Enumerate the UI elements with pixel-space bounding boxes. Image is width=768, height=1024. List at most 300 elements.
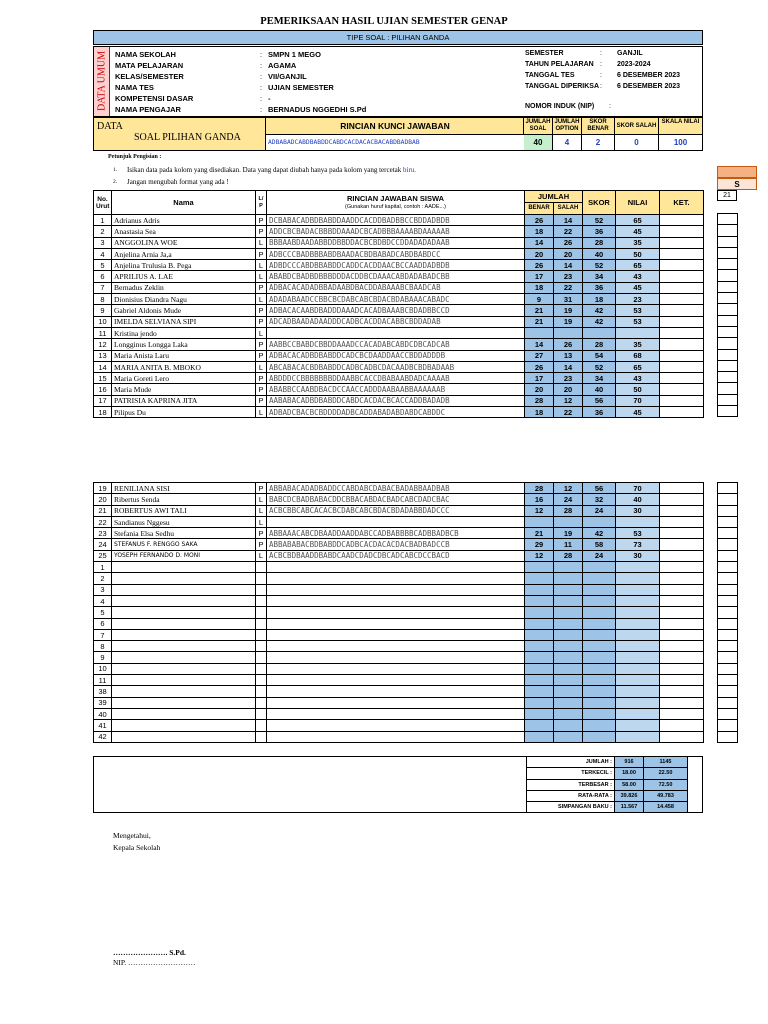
- empty-cell[interactable]: [554, 720, 583, 731]
- empty-cell[interactable]: [267, 708, 525, 719]
- empty-cell[interactable]: [267, 595, 525, 606]
- empty-cell[interactable]: [267, 607, 525, 618]
- student-name[interactable]: Bernadus Zeklin: [112, 282, 256, 293]
- info-value[interactable]: BERNADUS NGGEDHI S.Pd: [268, 105, 367, 114]
- empty-cell[interactable]: [112, 584, 256, 595]
- empty-cell[interactable]: [267, 675, 525, 686]
- student-name[interactable]: RENILIANA SISI: [112, 483, 256, 494]
- empty-cell[interactable]: [112, 629, 256, 640]
- empty-cell[interactable]: [583, 675, 616, 686]
- side-cell[interactable]: [718, 607, 738, 618]
- empty-cell[interactable]: [660, 629, 704, 640]
- empty-cell[interactable]: [616, 562, 660, 573]
- student-answers[interactable]: AABBCCBABDCBBDDAAADCCACADABCABDCDBCADCAB: [267, 339, 525, 350]
- student-gender[interactable]: L: [256, 327, 267, 338]
- student-gender[interactable]: P: [256, 395, 267, 406]
- empty-row: [94, 675, 704, 686]
- ket-cell[interactable]: [660, 373, 704, 384]
- ket-cell[interactable]: [660, 384, 704, 395]
- student-answers[interactable]: ADBACACAABDBADDDAAADCACADBAAABCBDADBBCCD: [267, 305, 525, 316]
- student-answers[interactable]: ABBAAACABCDBAADDAADDABCCADBABBBBCADBBADBCB: [267, 528, 525, 539]
- side-cell[interactable]: [718, 675, 738, 686]
- empty-cell[interactable]: [267, 697, 525, 708]
- side-cell[interactable]: [718, 236, 738, 247]
- student-name[interactable]: Stefania Elsa Sedhu: [112, 528, 256, 539]
- student-gender[interactable]: L: [256, 361, 267, 372]
- ket-cell[interactable]: [660, 407, 704, 418]
- empty-cell[interactable]: [554, 584, 583, 595]
- student-name[interactable]: Anjelina Arnia Ja,a: [112, 248, 256, 259]
- empty-cell[interactable]: [525, 562, 554, 573]
- empty-cell[interactable]: [554, 573, 583, 584]
- side-cell[interactable]: [718, 539, 738, 550]
- side-cell[interactable]: [718, 618, 738, 629]
- side-cell[interactable]: [718, 304, 738, 315]
- empty-row: [94, 629, 704, 640]
- empty-cell[interactable]: [112, 595, 256, 606]
- empty-cell[interactable]: [583, 697, 616, 708]
- empty-cell[interactable]: [583, 708, 616, 719]
- student-answers[interactable]: ACBCBBCABCACACBCDABCABCBDACBDADABBDADCCC: [267, 505, 525, 516]
- empty-cell[interactable]: [554, 697, 583, 708]
- empty-cell[interactable]: [256, 595, 267, 606]
- side-cell[interactable]: [718, 550, 738, 561]
- info-value[interactable]: AGAMA: [268, 61, 297, 70]
- ket-cell[interactable]: [660, 226, 704, 237]
- student-name[interactable]: MARIA ANITA B. MBOKO: [112, 361, 256, 372]
- empty-cell[interactable]: [267, 686, 525, 697]
- empty-cell[interactable]: [616, 641, 660, 652]
- empty-cell[interactable]: [525, 607, 554, 618]
- ket-cell[interactable]: [660, 282, 704, 293]
- empty-cell[interactable]: [660, 562, 704, 573]
- empty-cell[interactable]: [583, 686, 616, 697]
- student-name[interactable]: Maria Mude: [112, 384, 256, 395]
- info-value[interactable]: SMPN 1 MEGO: [268, 50, 321, 59]
- side-cell[interactable]: [718, 708, 738, 719]
- empty-cell[interactable]: [112, 697, 256, 708]
- side-cell[interactable]: [718, 326, 738, 337]
- side-cell[interactable]: [718, 259, 738, 270]
- empty-cell[interactable]: [112, 641, 256, 652]
- benar-count: 27: [525, 350, 554, 361]
- ket-cell[interactable]: [660, 248, 704, 259]
- side-cell[interactable]: [718, 528, 738, 539]
- student-gender[interactable]: P: [256, 539, 267, 550]
- empty-cell[interactable]: [554, 652, 583, 663]
- empty-cell[interactable]: [660, 595, 704, 606]
- empty-cell[interactable]: [554, 663, 583, 674]
- stat-skor: 18.00: [615, 768, 644, 779]
- empty-cell[interactable]: [256, 584, 267, 595]
- info-right-value[interactable]: 2023-2024: [617, 61, 651, 68]
- empty-cell[interactable]: [660, 573, 704, 584]
- student-answers[interactable]: [267, 327, 525, 338]
- student-answers[interactable]: ADDCBCBADACBBBDDAAADCBCADBBBAAAABDAAAAAB: [267, 226, 525, 237]
- student-name[interactable]: Maria Goreti Lero: [112, 373, 256, 384]
- empty-cell[interactable]: [112, 562, 256, 573]
- row-number: 11: [94, 327, 112, 338]
- jumlah-option-value[interactable]: 4: [553, 134, 581, 150]
- empty-cell[interactable]: [256, 663, 267, 674]
- info-right-colon: :: [600, 50, 602, 57]
- student-gender[interactable]: L: [256, 294, 267, 305]
- empty-cell[interactable]: [660, 618, 704, 629]
- side-cell[interactable]: [718, 247, 738, 258]
- student-answers[interactable]: ADADABAADCCBBCBCDABCABCBDACBDABAAACABADC: [267, 294, 525, 305]
- student-gender[interactable]: P: [256, 384, 267, 395]
- student-name[interactable]: IMELDA SELVIANA SIPI: [112, 316, 256, 327]
- empty-cell[interactable]: [267, 618, 525, 629]
- empty-cell[interactable]: [112, 663, 256, 674]
- side-cell[interactable]: [718, 697, 738, 708]
- student-gender[interactable]: L: [256, 271, 267, 282]
- empty-cell[interactable]: [525, 731, 554, 742]
- empty-cell[interactable]: [112, 573, 256, 584]
- empty-cell[interactable]: [525, 584, 554, 595]
- empty-cell[interactable]: [112, 686, 256, 697]
- side-cell[interactable]: [718, 731, 738, 742]
- student-gender[interactable]: L: [256, 550, 267, 561]
- student-gender[interactable]: P: [256, 350, 267, 361]
- side-cell[interactable]: [718, 652, 738, 663]
- side-cell[interactable]: [718, 663, 738, 674]
- side-cell[interactable]: [718, 394, 738, 405]
- empty-cell[interactable]: [660, 675, 704, 686]
- ket-cell[interactable]: [660, 327, 704, 338]
- side-cell[interactable]: [718, 293, 738, 304]
- empty-cell[interactable]: [660, 663, 704, 674]
- student-gender[interactable]: L: [256, 505, 267, 516]
- student-name[interactable]: Kristina jendo: [112, 327, 256, 338]
- side-cell[interactable]: [718, 214, 738, 225]
- empty-cell[interactable]: [112, 720, 256, 731]
- student-gender[interactable]: P: [256, 305, 267, 316]
- empty-cell[interactable]: [554, 675, 583, 686]
- student-gender[interactable]: L: [256, 237, 267, 248]
- student-name[interactable]: STEFANUS F. RENGGO SAKA: [112, 539, 256, 550]
- side-cell[interactable]: [718, 573, 738, 584]
- empty-cell[interactable]: [112, 652, 256, 663]
- side-cell[interactable]: [718, 516, 738, 527]
- empty-cell[interactable]: [267, 641, 525, 652]
- empty-cell[interactable]: [660, 584, 704, 595]
- empty-cell[interactable]: [256, 629, 267, 640]
- student-name[interactable]: Dionisius Diandra Nagu: [112, 294, 256, 305]
- student-gender[interactable]: L: [256, 516, 267, 527]
- student-name[interactable]: Anjelina Trulusia B. Pega: [112, 260, 256, 271]
- ket-cell[interactable]: [660, 294, 704, 305]
- empty-cell[interactable]: [583, 595, 616, 606]
- student-answers[interactable]: DCBABACADBDBABDDAADDCACDDBADBBCCBDDADBDB: [267, 215, 525, 226]
- empty-cell[interactable]: [256, 708, 267, 719]
- empty-cell[interactable]: [660, 697, 704, 708]
- empty-cell[interactable]: [525, 720, 554, 731]
- kunci-skor-benar-cell: SKOR BENAR 2: [582, 118, 615, 150]
- ket-cell[interactable]: [660, 305, 704, 316]
- empty-cell[interactable]: [554, 562, 583, 573]
- empty-cell[interactable]: [525, 663, 554, 674]
- empty-cell[interactable]: [616, 686, 660, 697]
- empty-cell[interactable]: [256, 697, 267, 708]
- student-name[interactable]: YOSEPH FERNANDO D. MONI: [112, 550, 256, 561]
- empty-cell[interactable]: [267, 562, 525, 573]
- skor-value: 40: [583, 248, 616, 259]
- jumlah-soal-value[interactable]: 40: [524, 134, 552, 150]
- row-number: 41: [94, 720, 112, 731]
- student-name[interactable]: Maria Anista Laru: [112, 350, 256, 361]
- side-cell[interactable]: [718, 494, 738, 505]
- side-cell[interactable]: [718, 562, 738, 573]
- empty-cell[interactable]: [256, 720, 267, 731]
- student-name[interactable]: ROBERTUS AWI TALI: [112, 505, 256, 516]
- info-value[interactable]: UJIAN SEMESTER: [268, 83, 334, 92]
- empty-cell[interactable]: [583, 618, 616, 629]
- empty-cell[interactable]: [525, 675, 554, 686]
- empty-cell[interactable]: [554, 595, 583, 606]
- student-gender[interactable]: L: [256, 494, 267, 505]
- empty-cell[interactable]: [256, 686, 267, 697]
- empty-cell[interactable]: [554, 629, 583, 640]
- ket-cell[interactable]: [660, 316, 704, 327]
- empty-cell[interactable]: [112, 675, 256, 686]
- empty-cell[interactable]: [256, 607, 267, 618]
- empty-cell[interactable]: [525, 595, 554, 606]
- student-name[interactable]: PATRISIA KAPRINA JITA: [112, 395, 256, 406]
- empty-cell[interactable]: [554, 731, 583, 742]
- empty-cell[interactable]: [583, 573, 616, 584]
- empty-cell[interactable]: [256, 652, 267, 663]
- empty-cell[interactable]: [525, 641, 554, 652]
- student-answers[interactable]: ABABDCBADBDBBBDDDACDDBCDAAACABDADABADCBB: [267, 271, 525, 282]
- empty-cell[interactable]: [583, 652, 616, 663]
- student-answers[interactable]: ABDDDCCBBBBBBBDDAABBCACCDBABAABDADCAAAAB: [267, 373, 525, 384]
- empty-cell[interactable]: [256, 675, 267, 686]
- nilai-value: [616, 516, 660, 527]
- side-cell[interactable]: [718, 629, 738, 640]
- ket-cell[interactable]: [660, 483, 704, 494]
- side-cell[interactable]: [718, 686, 738, 697]
- empty-cell[interactable]: [660, 641, 704, 652]
- student-answers[interactable]: ADBDCCCABDBBABDDCADDCACDDAACBCCAADDADBDB: [267, 260, 525, 271]
- empty-cell[interactable]: [267, 573, 525, 584]
- ket-cell[interactable]: [660, 350, 704, 361]
- student-name[interactable]: Sandianus Nggesu: [112, 516, 256, 527]
- skor-benar-value[interactable]: 2: [582, 134, 614, 150]
- empty-cell[interactable]: [267, 652, 525, 663]
- side-cell[interactable]: [718, 641, 738, 652]
- empty-cell[interactable]: [616, 663, 660, 674]
- skala-nilai-value[interactable]: 100: [659, 134, 702, 150]
- side-cell[interactable]: [718, 372, 738, 383]
- side-cell[interactable]: [718, 483, 738, 494]
- ket-cell[interactable]: [660, 550, 704, 561]
- empty-cell[interactable]: [525, 652, 554, 663]
- ket-cell[interactable]: [660, 539, 704, 550]
- empty-cell[interactable]: [616, 675, 660, 686]
- student-gender[interactable]: P: [256, 316, 267, 327]
- info-right-value[interactable]: 6 DESEMBER 2023: [617, 83, 681, 90]
- empty-cell[interactable]: [583, 731, 616, 742]
- empty-cell[interactable]: [583, 584, 616, 595]
- empty-cell[interactable]: [554, 607, 583, 618]
- empty-cell[interactable]: [616, 584, 660, 595]
- empty-cell[interactable]: [583, 663, 616, 674]
- empty-cell[interactable]: [112, 708, 256, 719]
- empty-cell[interactable]: [583, 641, 616, 652]
- empty-cell[interactable]: [554, 708, 583, 719]
- empty-cell[interactable]: [583, 629, 616, 640]
- side-cell[interactable]: [718, 505, 738, 516]
- empty-cell[interactable]: [525, 686, 554, 697]
- side-cell[interactable]: [718, 584, 738, 595]
- empty-cell[interactable]: [554, 618, 583, 629]
- info-value[interactable]: -: [268, 94, 271, 103]
- empty-cell[interactable]: [525, 629, 554, 640]
- empty-cell[interactable]: [256, 562, 267, 573]
- side-cell[interactable]: [718, 595, 738, 606]
- info-right-value[interactable]: GANJIL: [617, 50, 643, 57]
- empty-cell[interactable]: [525, 618, 554, 629]
- empty-cell[interactable]: [660, 607, 704, 618]
- empty-cell[interactable]: [256, 573, 267, 584]
- empty-cell[interactable]: [267, 584, 525, 595]
- empty-cell[interactable]: [525, 573, 554, 584]
- ket-cell[interactable]: [660, 505, 704, 516]
- empty-cell[interactable]: [616, 652, 660, 663]
- student-answers[interactable]: ACBCBDBAADDBABDCAADCDADCDBCADCABCDCCBACD: [267, 550, 525, 561]
- skor-value: [583, 327, 616, 338]
- ket-cell[interactable]: [660, 494, 704, 505]
- ket-cell[interactable]: [660, 215, 704, 226]
- student-gender[interactable]: P: [256, 248, 267, 259]
- side-cell[interactable]: [718, 270, 738, 281]
- ket-cell[interactable]: [660, 260, 704, 271]
- empty-cell[interactable]: [660, 652, 704, 663]
- student-answers[interactable]: ABABBCCAABDBACDCCAACCADDDAABAABBAAAAAAB: [267, 384, 525, 395]
- ket-cell[interactable]: [660, 237, 704, 248]
- empty-cell[interactable]: [112, 731, 256, 742]
- info-right-value[interactable]: 6 DESEMBER 2023: [617, 72, 681, 79]
- student-gender[interactable]: P: [256, 226, 267, 237]
- empty-cell[interactable]: [267, 663, 525, 674]
- empty-cell[interactable]: [616, 629, 660, 640]
- empty-cell[interactable]: [660, 686, 704, 697]
- empty-cell[interactable]: [660, 720, 704, 731]
- empty-cell[interactable]: [112, 618, 256, 629]
- student-gender[interactable]: P: [256, 282, 267, 293]
- side-cell[interactable]: [718, 315, 738, 326]
- side-row: [718, 259, 738, 270]
- student-answers[interactable]: BBBAABDAADABBDDBBDDACBCBDBDCCDDADADADAAB: [267, 237, 525, 248]
- student-name[interactable]: Adrianus Adris: [112, 215, 256, 226]
- student-name[interactable]: Ribertus Senda: [112, 494, 256, 505]
- empty-cell[interactable]: [660, 731, 704, 742]
- side-cell[interactable]: [718, 383, 738, 394]
- empty-cell[interactable]: [256, 731, 267, 742]
- student-gender[interactable]: P: [256, 373, 267, 384]
- empty-cell[interactable]: [583, 607, 616, 618]
- skor-salah-value[interactable]: 0: [615, 134, 658, 150]
- empty-cell[interactable]: [554, 641, 583, 652]
- side-cell[interactable]: [718, 225, 738, 236]
- side-cell[interactable]: [718, 360, 738, 371]
- student-name[interactable]: Gabriel Aldonis Mude: [112, 305, 256, 316]
- student-answers[interactable]: ADBACACADBDBABDDCADCBCDAADDAACCBDDADDDB: [267, 350, 525, 361]
- student-answers[interactable]: ABBABACADADBADDCCABDABCDABACBADABBAADBAB: [267, 483, 525, 494]
- empty-cell[interactable]: [616, 607, 660, 618]
- empty-row: [94, 641, 704, 652]
- student-answers[interactable]: ABBABABACBDBABDDCADBCACDACACDACBADBADCCB: [267, 539, 525, 550]
- side-cell[interactable]: [718, 349, 738, 360]
- student-name[interactable]: Anastasia Sea: [112, 226, 256, 237]
- student-gender[interactable]: L: [256, 407, 267, 418]
- empty-cell[interactable]: [616, 697, 660, 708]
- empty-cell[interactable]: [256, 641, 267, 652]
- kunci-key[interactable]: ADBABADCABDBABDDCABDCACDACACBACABDBADBAB: [268, 139, 420, 146]
- side-cell[interactable]: [718, 338, 738, 349]
- student-answers[interactable]: AABABACADBDBABDDCABDCACDACBCACCADDBADADB: [267, 395, 525, 406]
- empty-cell[interactable]: [583, 720, 616, 731]
- benar-count: 20: [525, 248, 554, 259]
- empty-cell[interactable]: [583, 562, 616, 573]
- empty-cell[interactable]: [256, 618, 267, 629]
- student-gender[interactable]: P: [256, 483, 267, 494]
- empty-cell[interactable]: [616, 618, 660, 629]
- ket-cell[interactable]: [660, 528, 704, 539]
- empty-cell[interactable]: [267, 720, 525, 731]
- empty-cell[interactable]: [616, 708, 660, 719]
- side-cell[interactable]: [718, 406, 738, 417]
- side-row: [718, 607, 738, 618]
- ket-cell[interactable]: [660, 339, 704, 350]
- student-gender[interactable]: P: [256, 215, 267, 226]
- empty-cell[interactable]: [616, 731, 660, 742]
- ket-cell[interactable]: [660, 395, 704, 406]
- ket-cell[interactable]: [660, 516, 704, 527]
- empty-cell[interactable]: [554, 686, 583, 697]
- empty-cell[interactable]: [267, 629, 525, 640]
- empty-cell[interactable]: [525, 697, 554, 708]
- student-gender[interactable]: P: [256, 339, 267, 350]
- student-answers[interactable]: ABCABACACBDBABDDCADBCADBCDACAADBCBDBADAAB: [267, 361, 525, 372]
- student-gender[interactable]: P: [256, 528, 267, 539]
- empty-cell[interactable]: [660, 708, 704, 719]
- empty-cell[interactable]: [525, 708, 554, 719]
- student-gender[interactable]: L: [256, 260, 267, 271]
- student-answers[interactable]: BABCDCBADBABACDDCBBACABDACBADCABCDADCBAC: [267, 494, 525, 505]
- student-answers[interactable]: [267, 516, 525, 527]
- student-answers[interactable]: ADBCCCBADBBBABDBAADACBDBABADCABDBABDCC: [267, 248, 525, 259]
- student-answers[interactable]: ADCADBAADADAADDDCADBCACDDACABBCBDDADAB: [267, 316, 525, 327]
- info-value[interactable]: VII/GANJIL: [268, 72, 307, 81]
- side-cell[interactable]: [718, 281, 738, 292]
- ket-cell[interactable]: [660, 361, 704, 372]
- student-name[interactable]: Longginus Longga Laka: [112, 339, 256, 350]
- student-name[interactable]: APRILIUS A. LAE: [112, 271, 256, 282]
- empty-cell[interactable]: [616, 595, 660, 606]
- empty-cell[interactable]: [616, 573, 660, 584]
- side-cell[interactable]: [718, 720, 738, 731]
- student-answers[interactable]: ADBACACADADBBADAABDBACDDABAAABCBAADCAB: [267, 282, 525, 293]
- empty-cell[interactable]: [267, 731, 525, 742]
- student-answers[interactable]: ADBADCBACBCBDDDDADBCADDABADABDABDCABDDC: [267, 407, 525, 418]
- ket-cell[interactable]: [660, 271, 704, 282]
- student-name[interactable]: Pilipus Du: [112, 407, 256, 418]
- student-name[interactable]: ANGGOLINA WOE: [112, 237, 256, 248]
- empty-cell[interactable]: [112, 607, 256, 618]
- empty-cell[interactable]: [616, 720, 660, 731]
